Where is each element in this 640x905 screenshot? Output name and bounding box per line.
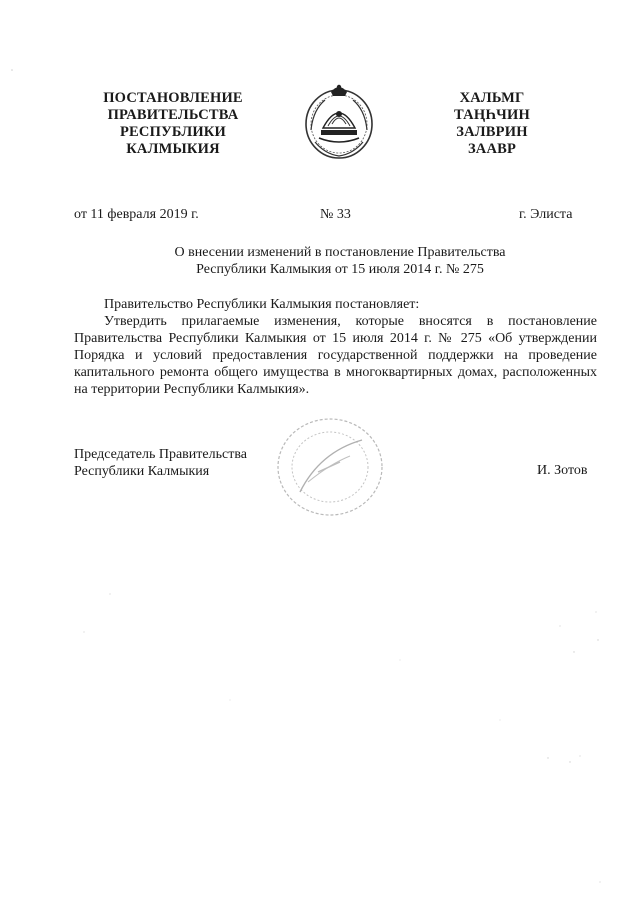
header-right-line: ЗАЛВРИН <box>456 124 528 140</box>
decree-city: г. Элиста <box>519 207 573 222</box>
header-left-line: РЕСПУБЛИКИ <box>119 124 227 140</box>
header-left-line: ПОСТАНОВЛЕНИЕ <box>103 90 243 106</box>
header-left-line: ПРАВИТЕЛЬСТВА <box>107 107 239 123</box>
signatory-name: И. Зотов <box>537 463 588 478</box>
header-right-line: ТАҢҺЧИН <box>454 107 530 123</box>
decree-title-line: О внесении изменений в постановление Правительства <box>174 245 506 260</box>
decree-title-line: Республики Калмыкия от 15 июля 2014 г. № 275 <box>196 262 484 277</box>
decree-number: № 33 <box>320 207 351 222</box>
signatory-position-line: Республики Калмыкия <box>74 464 210 479</box>
header-left-line: КАЛМЫКИЯ <box>126 141 220 157</box>
signatory-position-line: Председатель Правительства <box>74 447 247 462</box>
decree-date: от 11 февраля 2019 г. <box>74 207 199 222</box>
body-intro: Правительство Республики Калмыкия постановляет: <box>104 297 420 312</box>
body-paragraph: Утвердить прилагаемые изменения, которые вносятся в постановление Правительства Республики Калмыкия от 15 июля 2014 г. № 275 «Об утверждении Порядка и условий предоставления государственной поддержки на проведение капитального ремонта общего имущества в многоквартирных домах, расположенных на территории Республики Калмыкия». <box>74 314 597 397</box>
header-right-line: ХАЛЬМГ <box>459 90 525 106</box>
header-right-line: ЗААВР <box>467 141 517 157</box>
